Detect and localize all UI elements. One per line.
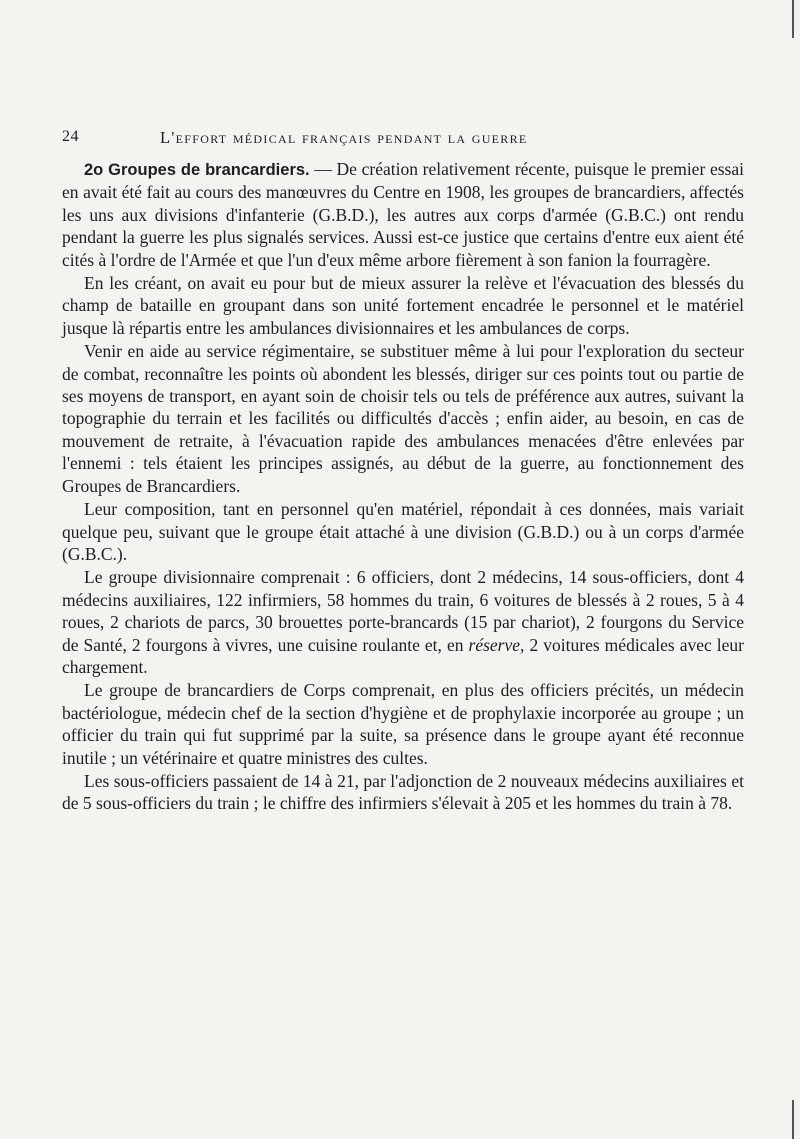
scan-edge-mark bbox=[792, 1100, 794, 1139]
paragraph-1-text: — De création relativement récente, puisque le premier essai en avait été fait au cours des manœuvres du Centre en 1908, les groupes de brancardiers, affectés les uns aux divisions d'infanterie (G.B.D.), les autres aux corps d'armée (G.B.C.) ont rendu pendant la guerre les plus signalés services. Aussi est-ce justice que certains d'entre eux aient été cités à l'ordre de l'Armée et que l'un d'eux même arbore fièrement à son fanion la fourragère. bbox=[62, 159, 744, 270]
running-title: L'effort médical français pendant la guerre bbox=[160, 128, 528, 147]
paragraph-6: Le groupe de brancardiers de Corps comprenait, en plus des officiers précités, un médecin bactériologue, médecin chef de la section d'hygiène et de prophylaxie incorporée au groupe ; un officier du train qui fut supprimé par la suite, sa présence dans le groupe ayant été reconnue inutile ; un vétérinaire et quatre ministres des cultes. bbox=[62, 680, 744, 768]
paragraph-3: Venir en aide au service régimentaire, se substituer même à lui pour l'exploration du secteur de combat, reconnaître les points où abondent les blessés, diriger sur ces points tout ou partie de ses moyens de transport, en ayant soin de choisir tels ou tels de préférence aux autres, suivant la topographie du terrain et les facilités ou difficultés d'accès ; enfin aider, au besoin, en cas de mouvement de retraite, à l'évacuation rapide des ambulances menacées d'être enlevées par l'ennemi : tels étaient les principes assignés, au début de la guerre, au fonctionnement des Groupes de Brancardiers. bbox=[62, 341, 744, 496]
paragraph-5-text-before: Le groupe divisionnaire comprenait : 6 officiers, dont 2 médecins, 14 sous-officiers, dont 4 médecins auxiliaires, 122 infirmiers, 58 hommes du train, 6 voitures de blessés à 2 roues, 5 à 4 roues, 2 chariots de parcs, 30 brouettes porte-brancards (15 par chariot), 2 fourgons du Service de Santé, 2 fourgons à vivres, une cuisine roulante et, en bbox=[62, 567, 744, 655]
section-title: 2o Groupes de brancardiers. bbox=[84, 161, 310, 179]
paragraph-2: En les créant, on avait eu pour but de mieux assurer la relève et l'évacuation des blessés du champ de bataille en groupant dans son unité fortement encadrée le personnel et le matériel jusque là répartis entre les ambulances divisionnaires et les ambulances de corps. bbox=[62, 273, 744, 338]
paragraph-5-text-after: 2 voitures médicales avec leur chargement. bbox=[62, 634, 745, 677]
paragraph-7: Les sous-officiers passaient de 14 à 21, par l'adjonction de 2 nouveaux médecins auxiliaires et de 5 sous-officiers du train ; le chiffre des infirmiers s'élevait à 205 et les hommes du train à 78. bbox=[62, 770, 744, 814]
paragraph-1 bbox=[62, 158, 744, 271]
paragraph-4: Leur composition, tant en personnel qu'en matériel, répondait à ces données, mais variait quelque peu, suivant que le groupe était attaché à une division (G.B.D.) ou à un corps d'armée (G.B.C.). bbox=[62, 499, 744, 564]
scan-edge-mark bbox=[792, 0, 794, 38]
paragraph-5-italic: réserve, bbox=[468, 634, 525, 655]
page-number: 24 bbox=[62, 128, 79, 145]
paragraph-5 bbox=[62, 566, 744, 678]
body-text bbox=[62, 158, 744, 816]
